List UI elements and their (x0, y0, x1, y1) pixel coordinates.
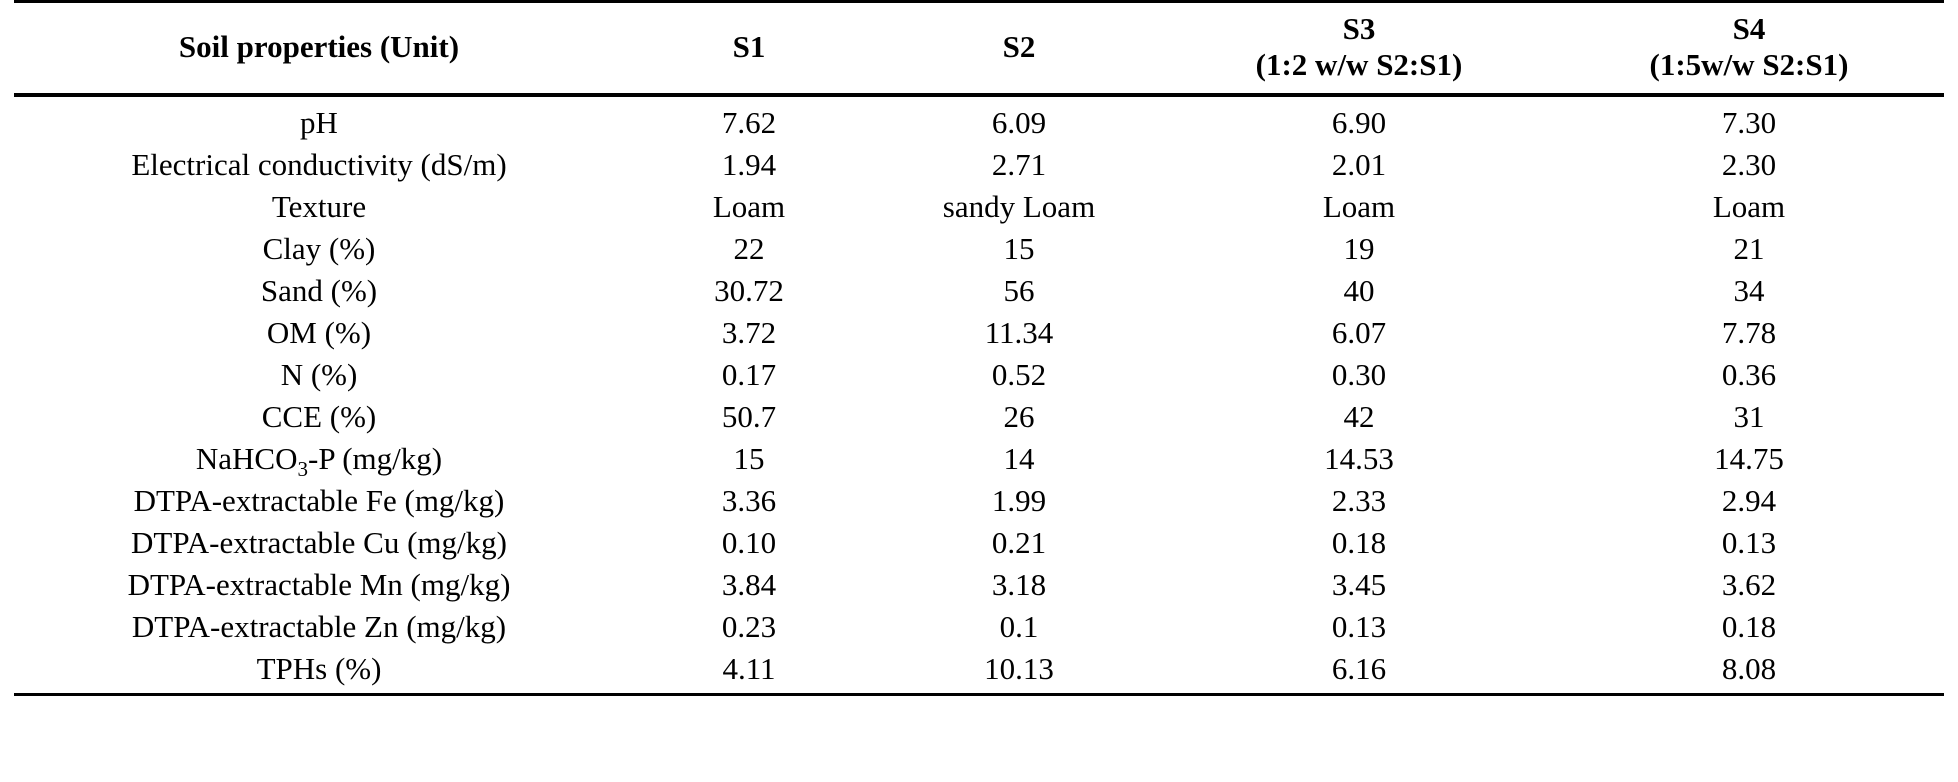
cell-s4: 3.62 (1721, 566, 1777, 602)
column-header-s3-label: S3 (1342, 11, 1376, 46)
cell-s3: 0.18 (1331, 524, 1387, 560)
cell-s1: Loam (712, 188, 786, 224)
cell-property: N (%) (280, 356, 358, 392)
cell-s3: 2.33 (1331, 482, 1387, 518)
cell-property: CCE (%) (261, 398, 377, 434)
table-row (14, 522, 1944, 564)
cell-s2: 14 (1003, 440, 1035, 476)
cell-s4: 31 (1733, 398, 1765, 434)
cell-s1: 3.36 (721, 482, 777, 518)
column-header-property-label: Soil properties (Unit) (178, 28, 460, 64)
cell-s1: 50.7 (721, 398, 777, 434)
table-header-row (14, 2, 1944, 95)
column-header-s1 (624, 2, 874, 95)
cell-s2: 2.71 (991, 146, 1047, 182)
cell-s1: 1.94 (721, 146, 777, 182)
table-row (14, 186, 1944, 228)
cell-s4: 14.75 (1714, 440, 1784, 476)
cell-property: Clay (%) (262, 230, 376, 266)
cell-property: Electrical conductivity (dS/m) (131, 146, 507, 182)
cell-s4: 2.30 (1721, 146, 1777, 182)
cell-s3: 40 (1343, 272, 1375, 308)
cell-s4: 2.94 (1721, 482, 1777, 518)
table-row (14, 480, 1944, 522)
cell-s3: 6.90 (1331, 104, 1387, 140)
cell-s1: 0.17 (721, 356, 777, 392)
column-header-property (14, 2, 624, 95)
cell-property: NaHCO$_3$-P (mg/kg) (195, 440, 443, 482)
cell-s2: 26 (1003, 398, 1035, 434)
cell-s1: 4.11 (624, 648, 874, 695)
cell-s1: 3.84 (721, 566, 777, 602)
cell-s3: 0.13 (1331, 608, 1387, 644)
cell-property: DTPA-extractable Fe (mg/kg) (133, 482, 505, 518)
cell-s2: 6.09 (991, 104, 1047, 140)
cell-s1: 30.72 (714, 272, 784, 308)
cell-s2: 0.21 (991, 524, 1047, 560)
column-header-s4-sublabel: (1:5w/w S2:S1) (1649, 46, 1849, 82)
cell-s3: 14.53 (1324, 440, 1394, 476)
cell-s2: 1.99 (991, 482, 1047, 518)
table-row (14, 438, 1944, 480)
cell-s4: Loam (1712, 188, 1786, 224)
column-header-s1-label: S1 (732, 28, 766, 64)
cell-property: TPHs (%) (14, 648, 624, 695)
table-row (14, 95, 1944, 144)
column-header-s2-label: S2 (1002, 28, 1036, 64)
cell-property: DTPA-extractable Mn (mg/kg) (127, 566, 511, 602)
cell-s4: 34 (1733, 272, 1765, 308)
table-row (14, 564, 1944, 606)
cell-property: DTPA-extractable Zn (mg/kg) (131, 608, 507, 644)
table-row (14, 144, 1944, 186)
cell-s3: 2.01 (1331, 146, 1387, 182)
column-header-s3-sublabel: (1:2 w/w S2:S1) (1255, 46, 1463, 82)
cell-s1: 3.72 (721, 314, 777, 350)
cell-s2: 56 (1003, 272, 1035, 308)
table-header (14, 2, 1944, 95)
cell-property: pH (300, 104, 338, 140)
soil-properties-table (14, 0, 1944, 696)
column-header-s2 (874, 2, 1164, 95)
cell-s2: 10.13 (874, 648, 1164, 695)
cell-s4: 8.08 (1554, 648, 1944, 695)
cell-s3: 3.45 (1331, 566, 1387, 602)
cell-s3: 6.16 (1164, 648, 1554, 695)
table-row (14, 228, 1944, 270)
cell-s3: 19 (1343, 230, 1375, 266)
cell-s4: 7.78 (1721, 314, 1777, 350)
column-header-s4-label: S4 (1732, 11, 1766, 46)
cell-s2: 15 (1003, 230, 1035, 266)
cell-s1: 0.10 (721, 524, 777, 560)
cell-s3: 42 (1343, 398, 1375, 434)
table-row (14, 648, 1944, 695)
cell-property: Texture (271, 188, 367, 224)
cell-property: Sand (%) (260, 272, 378, 308)
cell-s1: 0.23 (721, 608, 777, 644)
table-row (14, 270, 1944, 312)
cell-s2: sandy Loam (942, 188, 1096, 224)
cell-s3: 0.30 (1331, 356, 1387, 392)
cell-s4: 0.13 (1721, 524, 1777, 560)
table-body (14, 95, 1944, 695)
cell-s2: 3.18 (991, 566, 1047, 602)
cell-property: DTPA-extractable Cu (mg/kg) (131, 524, 507, 560)
cell-s1: 22 (733, 230, 765, 266)
cell-s3: Loam (1322, 188, 1396, 224)
table-row (14, 354, 1944, 396)
cell-s4: 0.18 (1721, 608, 1777, 644)
cell-s1: 7.62 (721, 104, 777, 140)
cell-s2: 11.34 (984, 314, 1054, 350)
column-header-s4 (1554, 2, 1944, 95)
cell-s3: 6.07 (1331, 314, 1387, 350)
column-header-s3 (1164, 2, 1554, 95)
cell-s1: 15 (733, 440, 765, 476)
table-row (14, 396, 1944, 438)
cell-s2: 0.52 (991, 356, 1047, 392)
cell-property: OM (%) (266, 314, 372, 350)
cell-s2: 0.1 (999, 608, 1039, 644)
table-row (14, 312, 1944, 354)
table-row (14, 606, 1944, 648)
cell-s4: 0.36 (1721, 356, 1777, 392)
cell-s4: 7.30 (1721, 104, 1777, 140)
cell-s4: 21 (1733, 230, 1765, 266)
